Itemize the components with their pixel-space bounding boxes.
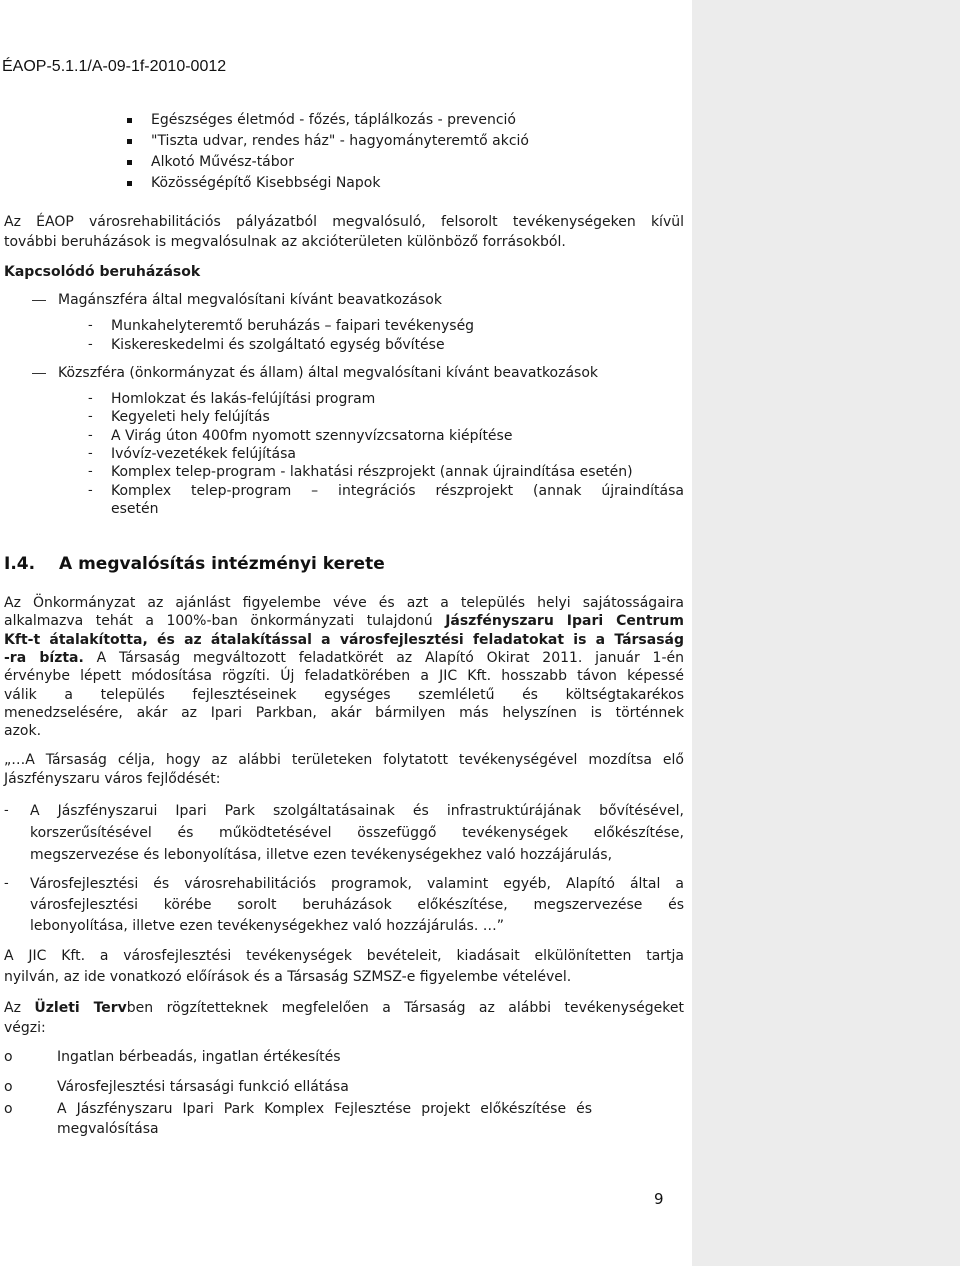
dash-bullet-icon: - bbox=[88, 464, 93, 479]
paragraph-line: érvénybe lépett módosítása rögzíti. Új feladatkörében a JIC Kft. hosszabb távon képessé bbox=[4, 668, 684, 684]
quote-line: Jászfényszaru város fejlődését: bbox=[4, 771, 221, 787]
dash-bullet-icon: - bbox=[88, 483, 93, 498]
circle-bullet-icon: o bbox=[4, 1049, 13, 1065]
private-sector-label: Magánszféra által megvalósítani kívánt beavatkozások bbox=[58, 292, 442, 308]
paragraph-line: Az Üzleti Tervben rögzítetteknek megfelelően a Társaság az alábbi tevékenységeket bbox=[4, 1000, 684, 1016]
public-sector-label: Közszféra (önkormányzat és állam) által megvalósítani kívánt beavatkozások bbox=[58, 365, 599, 381]
list-item: Ingatlan bérbeadás, ingatlan értékesítés bbox=[57, 1049, 341, 1065]
circle-bullet-icon: o bbox=[4, 1101, 13, 1117]
dash-bullet-icon bbox=[32, 373, 46, 374]
square-bullet-icon bbox=[127, 139, 132, 144]
list-item: Ivóvíz-vezetékek felújítása bbox=[111, 446, 296, 462]
goal-line: városfejlesztési körébe sorolt beruházások előkészítése, megszervezése és bbox=[30, 897, 684, 913]
list-item: Közösségépítő Kisebbségi Napok bbox=[151, 175, 381, 191]
related-title: Kapcsolódó beruházások bbox=[4, 264, 201, 280]
dash-bullet-icon: - bbox=[4, 876, 9, 891]
list-item: Komplex telep-program - lakhatási részprojekt (annak újraindítása esetén) bbox=[111, 464, 633, 480]
list-item: Munkahelyteremtő beruházás – faipari tevékenység bbox=[111, 318, 475, 334]
list-item-continued: megvalósítása bbox=[57, 1121, 159, 1137]
section-title: A megvalósítás intézményi kerete bbox=[59, 554, 385, 574]
paragraph-line: menedzselésére, akár az Ipari Parkban, akár bármilyen más helyszínen is történnek bbox=[4, 705, 684, 721]
paragraph-line: Kft-t átalakította, és az átalakítással a városfejlesztési feladatokat is a Társaság bbox=[4, 632, 684, 648]
quote-line: „…A Társaság célja, hogy az alábbi területeken folytatott tevékenységével mozdítsa elő bbox=[4, 752, 684, 768]
list-item: Egészséges életmód - főzés, táplálkozás - prevenció bbox=[151, 112, 516, 128]
paragraph-line: A JIC Kft. a városfejlesztési tevékenységek bevételeit, kiadásait elkülönítetten tartja bbox=[4, 948, 684, 964]
list-item: Városfejlesztési társasági funkció ellátása bbox=[57, 1079, 349, 1095]
goal-line: lebonyolítása, illetve ezen tevékenységekhez való hozzájárulás. …” bbox=[30, 918, 504, 934]
paragraph-line: azok. bbox=[4, 723, 42, 739]
paragraph-line: válik a település fejlesztéseinek egységes szemléletű és költségtakarékos bbox=[4, 687, 684, 703]
list-item: A Jászfényszaru Ipari Park Komplex Fejlesztése projekt előkészítése és bbox=[57, 1101, 592, 1117]
circle-bullet-icon: o bbox=[4, 1079, 13, 1095]
goal-line: korszerűsítésével és működtetésével összefüggő tevékenységek előkészítése, bbox=[30, 825, 684, 841]
intro-line: további beruházások is megvalósulnak az akcióterületen különböző forrásokból. bbox=[4, 234, 566, 250]
list-item: Kiskereskedelmi és szolgáltató egység bővítése bbox=[111, 337, 445, 353]
paragraph-line: nyilván, az ide vonatkozó előírások és a Társaság SZMSZ-e figyelembe vételével. bbox=[4, 969, 572, 985]
goal-line: megszervezése és lebonyolítása, illetve ezen tevékenységekhez való hozzájárulás, bbox=[30, 847, 613, 863]
document-id: ÉAOP-5.1.1/A-09-1f-2010-0012 bbox=[2, 58, 227, 75]
paragraph-line: alkalmazva tehát a 100%-ban önkormányzati tulajdonú Jászfényszaru Ipari Centrum bbox=[4, 613, 684, 629]
page-number: 9 bbox=[654, 1190, 664, 1208]
intro-line: Az ÉAOP városrehabilitációs pályázatból megvalósuló, felsorolt tevékenységeken kívül bbox=[4, 214, 684, 230]
dash-bullet-icon: - bbox=[88, 428, 93, 443]
square-bullet-icon bbox=[127, 160, 132, 165]
list-item: Homlokzat és lakás-felújítási program bbox=[111, 391, 376, 407]
goal-line: Városfejlesztési és városrehabilitációs programok, valamint egyéb, Alapító által a bbox=[30, 876, 684, 892]
square-bullet-icon bbox=[127, 118, 132, 123]
list-item: Kegyeleti hely felújítás bbox=[111, 409, 270, 425]
dash-bullet-icon bbox=[32, 300, 46, 301]
list-item: Komplex telep-program – integrációs részprojekt (annak újraindítása bbox=[111, 483, 684, 499]
list-item: "Tiszta udvar, rendes ház" - hagyományteremtő akció bbox=[151, 133, 529, 149]
dash-bullet-icon: - bbox=[4, 803, 9, 818]
list-item-continued: esetén bbox=[111, 501, 159, 517]
list-item: Alkotó Művész-tábor bbox=[151, 154, 294, 170]
dash-bullet-icon: - bbox=[88, 446, 93, 461]
section-number: I.4. bbox=[4, 554, 36, 574]
list-item: A Virág úton 400fm nyomott szennyvízcsatorna kiépítése bbox=[111, 428, 513, 444]
dash-bullet-icon: - bbox=[88, 391, 93, 406]
dash-bullet-icon: - bbox=[88, 318, 93, 333]
comment-margin-panel bbox=[692, 0, 960, 1266]
paragraph-line: Az Önkormányzat az ajánlást figyelembe véve és azt a település helyi sajátosságaira bbox=[4, 595, 684, 611]
paragraph-line: -ra bízta. A Társaság megváltozott feladatkörét az Alapító Okirat 2011. január 1-én bbox=[4, 650, 684, 666]
dash-bullet-icon: - bbox=[88, 337, 93, 352]
goal-line: A Jászfényszarui Ipari Park szolgáltatásainak és infrastruktúrájának bővítésével, bbox=[30, 803, 684, 819]
section-heading bbox=[4, 554, 385, 574]
paragraph-line: végzi: bbox=[4, 1020, 46, 1036]
square-bullet-icon bbox=[127, 181, 132, 186]
dash-bullet-icon: - bbox=[88, 409, 93, 424]
